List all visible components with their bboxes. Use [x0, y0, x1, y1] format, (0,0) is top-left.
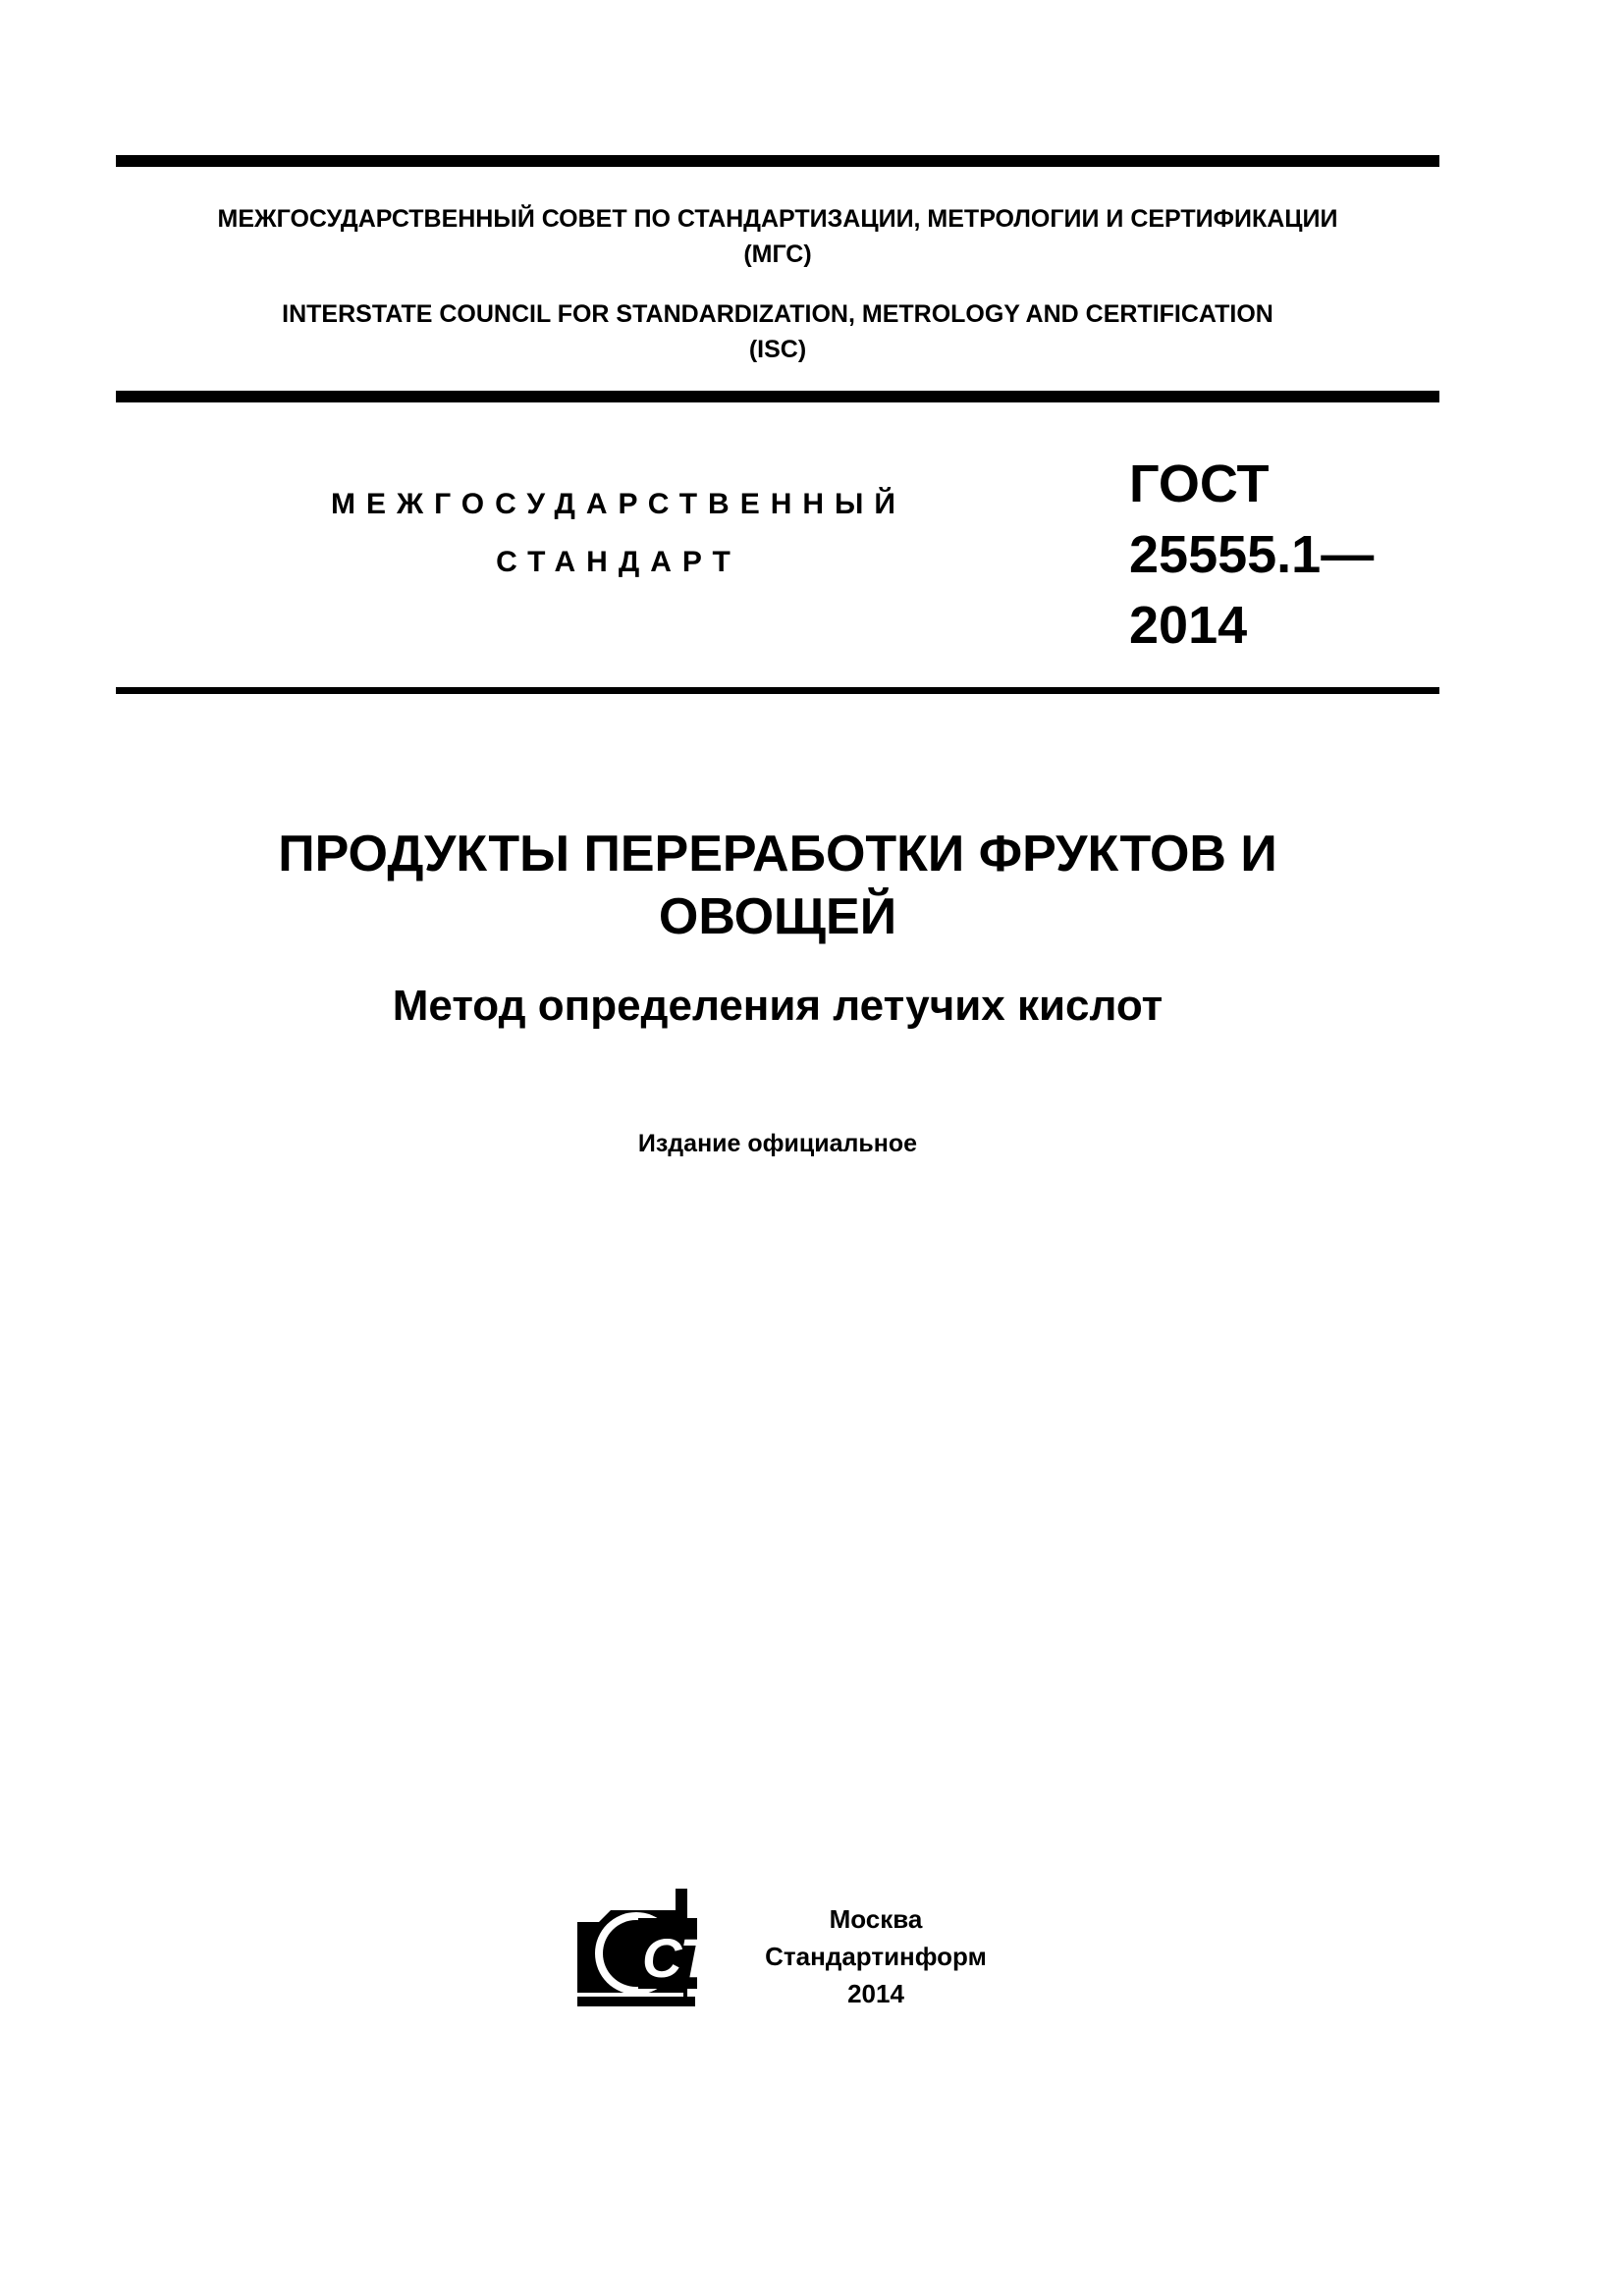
top-rule	[116, 155, 1439, 167]
designation-bottom-rule	[116, 687, 1439, 694]
council-name-ru	[116, 201, 1439, 272]
edition-label: Издание официальное	[637, 1130, 918, 1157]
council-name-en	[116, 296, 1439, 367]
header-bottom-rule	[116, 391, 1439, 402]
council-name-en-line1: INTERSTATE COUNCIL FOR STANDARDIZATION, METROLOGY AND CERTIFICATION	[282, 300, 1273, 328]
publisher-block	[738, 1900, 1013, 2012]
publisher-year: 2014	[847, 1979, 904, 2008]
gost-designation	[1129, 449, 1374, 661]
gost-number: 25555.1—	[1129, 525, 1375, 584]
gost-label: ГОСТ	[1129, 454, 1270, 513]
document-title-line2: ОВОЩЕЙ	[658, 888, 897, 945]
publisher-city: Москва	[829, 1904, 923, 1934]
standard-kind-line1: МЕЖГОСУДАРСТВЕННЫЙ	[331, 488, 906, 520]
standartinform-logo-icon	[577, 1889, 753, 2006]
document-subtitle: Метод определения летучих кислот	[392, 982, 1164, 1030]
document-title-line1: ПРОДУКТЫ ПЕРЕРАБОТКИ ФРУКТОВ И	[278, 826, 1277, 882]
publisher-name: Стандартинформ	[765, 1942, 987, 1971]
council-name-ru-line1: МЕЖГОСУДАРСТВЕННЫЙ СОВЕТ ПО СТАНДАРТИЗАЦИИ, МЕТРОЛОГИИ И СЕРТИФИКАЦИИ	[217, 205, 1338, 233]
logo-text: СТИ	[642, 1927, 753, 1989]
council-abbr-en: (ISC)	[748, 336, 807, 363]
document-title	[116, 823, 1439, 948]
council-abbr-ru: (МГС)	[743, 240, 812, 268]
standard-kind-line2: СТАНДАРТ	[496, 546, 741, 578]
gost-year: 2014	[1129, 596, 1248, 655]
